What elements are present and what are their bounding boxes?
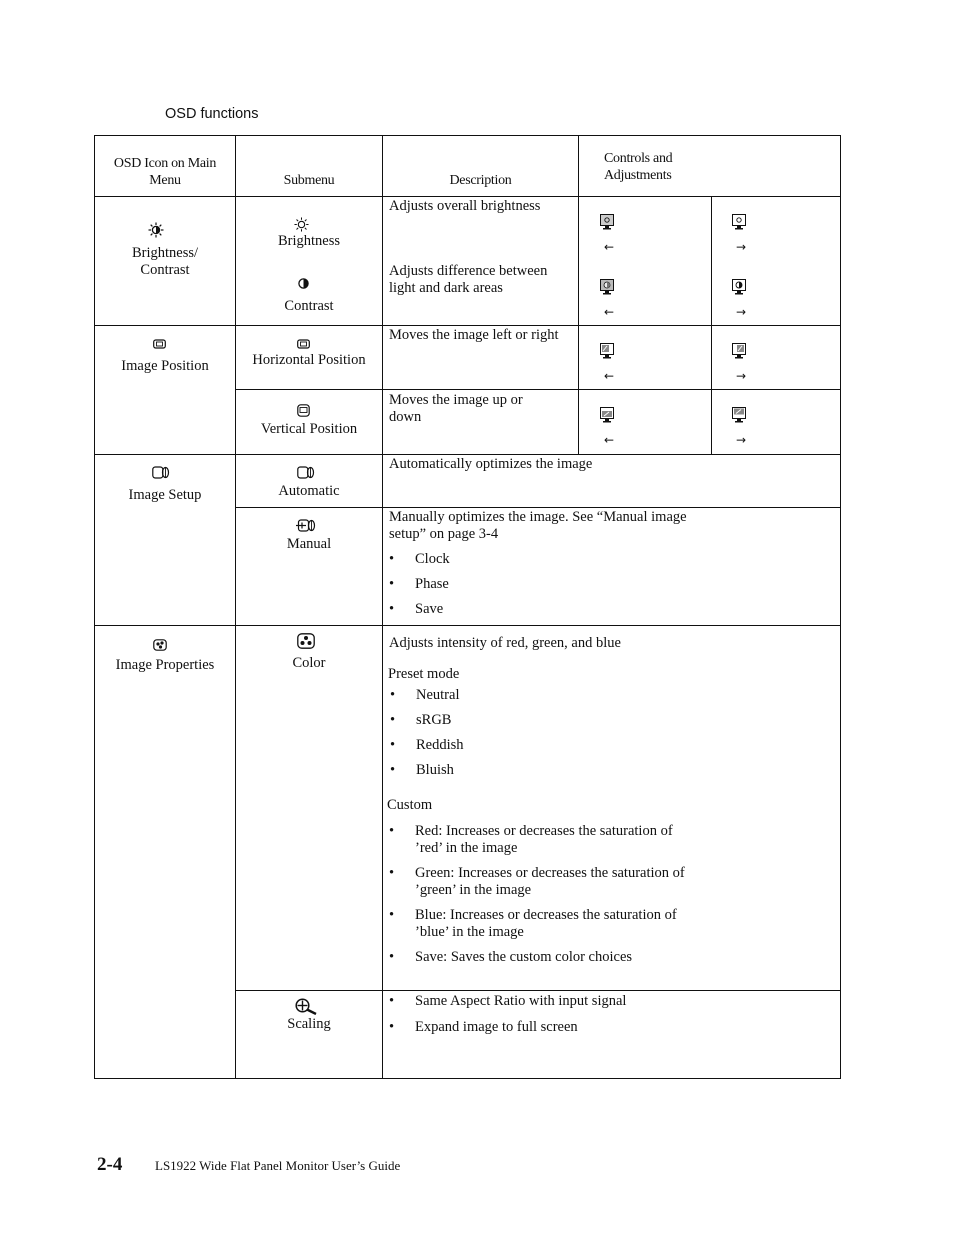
vertical-position-icon	[297, 404, 310, 417]
list-item-clock: • Clock	[415, 551, 450, 568]
page-number: 2-4	[97, 1154, 123, 1175]
position-up-monitor-icon	[732, 407, 746, 423]
contrast-icon	[298, 278, 309, 289]
list-item-same-aspect: • Same Aspect Ratio with input signal	[415, 993, 626, 1010]
submenu-horizontal-position: Horizontal Position	[252, 352, 366, 368]
manual-icon	[296, 519, 316, 533]
section-title: OSD functions	[165, 106, 259, 122]
submenu-automatic: Automatic	[278, 483, 340, 499]
contrast-increase-monitor-icon	[732, 279, 746, 295]
arrow-left-icon: ←	[604, 433, 615, 447]
arrow-left-icon: ←	[604, 305, 615, 319]
arrow-left-icon: ←	[604, 369, 615, 383]
position-right-monitor-icon	[732, 343, 746, 359]
column-divider	[578, 136, 579, 454]
row-divider	[235, 389, 840, 390]
image-position-icon	[153, 339, 166, 350]
scaling-icon	[295, 998, 319, 1015]
list-item-phase: • Phase	[415, 576, 449, 593]
horizontal-position-icon	[297, 339, 310, 350]
main-image-properties: Image Properties	[115, 657, 215, 673]
desc-horizontal-position: Moves the image left or right	[389, 327, 559, 343]
submenu-brightness: Brightness	[277, 233, 341, 249]
desc-manual-line1: Manually optimizes the image. See “Manual image	[389, 509, 687, 525]
desc-vertical-position-line2: down	[389, 409, 422, 425]
list-item-custom-blue: • Blue: Increases or decreases the saturation of	[415, 907, 677, 924]
desc-contrast-line2: light and dark areas	[389, 280, 503, 296]
desc-color-intro: Adjusts intensity of red, green, and blue	[389, 635, 621, 651]
arrow-right-icon: →	[736, 305, 747, 319]
brightness-increase-monitor-icon	[732, 214, 746, 230]
list-item-neutral: • Neutral	[416, 687, 459, 704]
guide-title: LS1922 Wide Flat Panel Monitor User’s Guide	[155, 1158, 401, 1173]
column-divider	[235, 136, 236, 1078]
header-icon-line1	[95, 155, 235, 189]
list-item-custom-red: • Red: Increases or decreases the saturation of	[415, 823, 673, 840]
main-image-position: Image Position	[121, 358, 209, 374]
desc-manual-line2: setup” on page 3-4	[389, 526, 499, 542]
row-divider	[95, 454, 840, 455]
submenu-scaling: Scaling	[287, 1016, 331, 1032]
automatic-icon	[297, 466, 315, 480]
osd-functions-table	[94, 135, 841, 1079]
submenu-contrast: Contrast	[284, 298, 334, 314]
list-item-reddish: • Reddish	[416, 737, 464, 754]
header-controls-line1: Controls and	[604, 151, 673, 166]
arrow-right-icon: →	[736, 369, 747, 383]
row-divider	[95, 196, 840, 197]
row-divider	[235, 990, 840, 991]
list-item-expand: • Expand image to full screen	[415, 1019, 578, 1036]
desc-contrast-line1: Adjusts difference between	[389, 263, 548, 279]
list-item-save: • Save	[415, 601, 443, 618]
row-divider	[235, 507, 840, 508]
list-item-custom-save: • Save: Saves the custom color choices	[415, 949, 632, 966]
header-description: Description	[449, 173, 512, 188]
desc-brightness: Adjusts overall brightness	[389, 198, 541, 214]
submenu-color: Color	[292, 655, 326, 671]
color-icon	[297, 633, 315, 649]
header-controls-line2: Adjustments	[604, 168, 672, 183]
image-properties-icon	[153, 639, 167, 651]
list-item-srgb: • sRGB	[416, 712, 451, 729]
desc-automatic: Automatically optimizes the image	[389, 456, 593, 472]
header-submenu: Submenu	[283, 173, 335, 188]
image-setup-icon	[152, 466, 170, 480]
column-divider	[382, 136, 383, 1078]
header-icon-text: OSD Icon on Main Menu	[113, 156, 217, 188]
custom-label: Custom	[387, 797, 433, 813]
column-divider	[711, 196, 712, 454]
arrow-right-icon: →	[736, 433, 747, 447]
list-item-custom-red-cont: ’red’ in the image	[415, 840, 518, 856]
list-item-custom-green: • Green: Increases or decreases the saturation of	[415, 865, 685, 882]
brightness-icon	[294, 217, 309, 232]
arrow-left-icon: ←	[604, 240, 615, 254]
desc-vertical-position-line1: Moves the image up or	[389, 392, 523, 408]
list-item-bluish: • Bluish	[416, 762, 454, 779]
main-brightness-line1: Brightness/	[131, 245, 199, 261]
row-divider	[95, 325, 840, 326]
list-item-custom-blue-cont: ’blue’ in the image	[415, 924, 524, 940]
contrast-decrease-monitor-icon	[600, 279, 614, 295]
position-down-monitor-icon	[600, 407, 614, 423]
row-divider	[95, 625, 840, 626]
brightness-decrease-monitor-icon	[600, 214, 614, 230]
submenu-manual: Manual	[286, 536, 332, 552]
arrow-right-icon: →	[736, 240, 747, 254]
main-image-setup: Image Setup	[128, 487, 202, 503]
submenu-vertical-position: Vertical Position	[260, 421, 358, 437]
preset-mode-label: Preset mode	[388, 666, 460, 682]
list-item-custom-green-cont: ’green’ in the image	[415, 882, 532, 898]
position-left-monitor-icon	[600, 343, 614, 359]
brightness-contrast-icon	[148, 222, 164, 238]
main-brightness-line2: Contrast	[140, 262, 190, 278]
